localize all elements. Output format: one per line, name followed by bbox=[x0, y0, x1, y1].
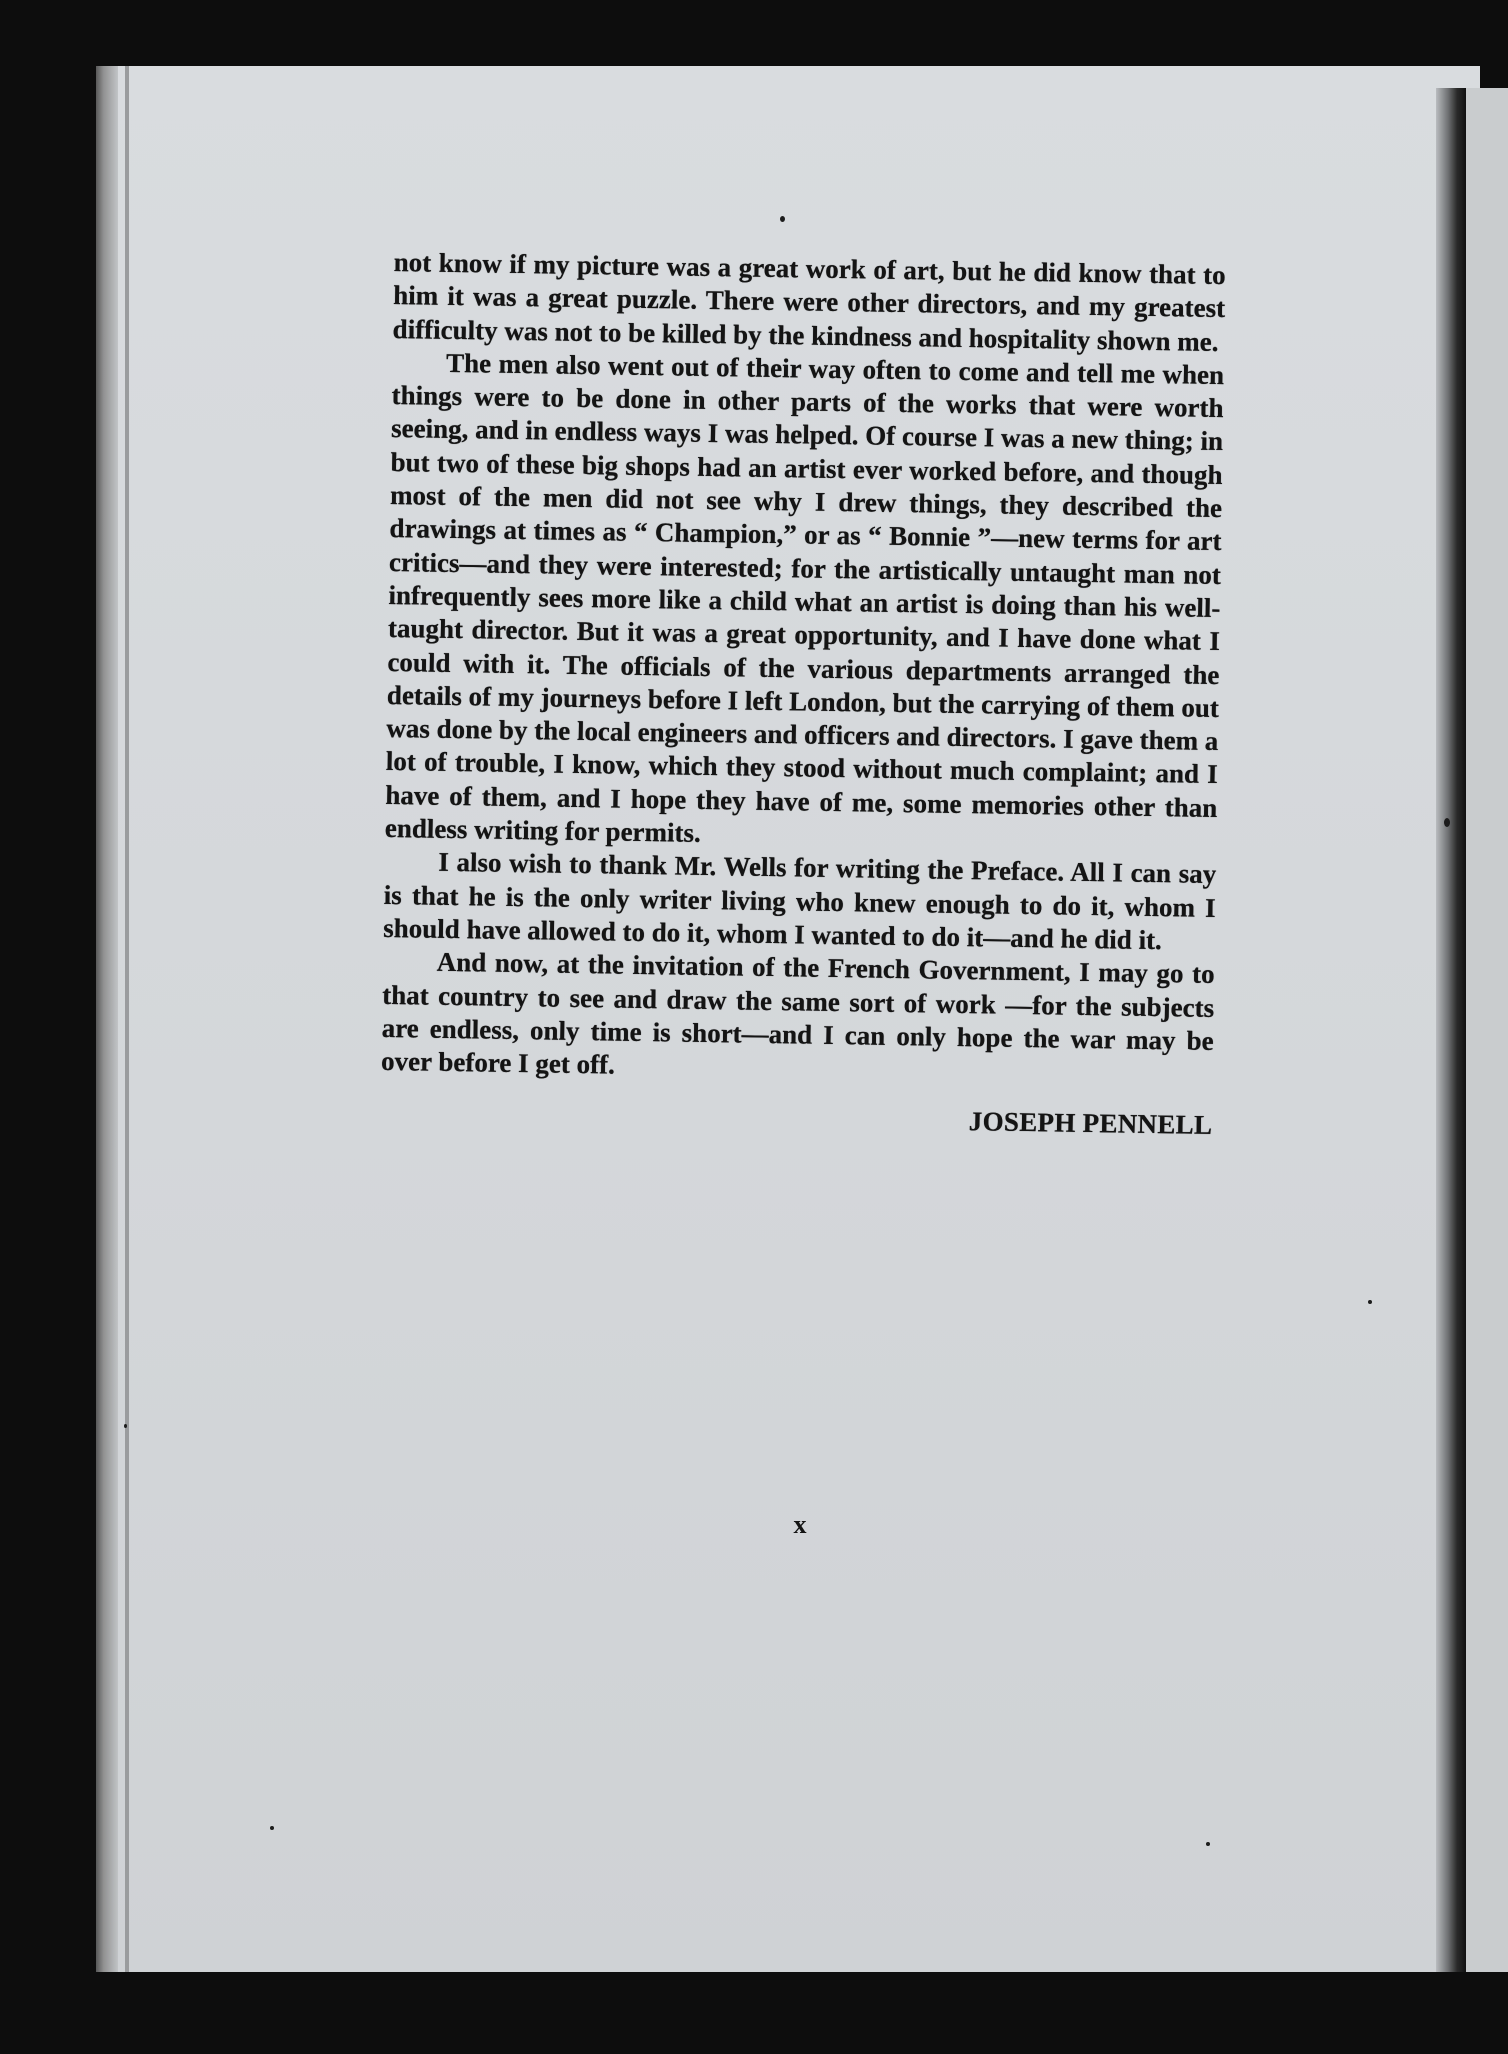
facing-page-edge bbox=[1466, 88, 1508, 1972]
scan-speck bbox=[270, 1826, 274, 1830]
page-gutter-shadow bbox=[1436, 88, 1466, 1972]
paragraph-4: And now, at the invitation of the French Government, I may go to that country to see and draw the same sort of work —for the subjects are endless, only time is short—and I can only hope the war may be over before I get off. bbox=[380, 946, 1215, 1080]
paragraph-2: The men also went out of their way often to come and tell me when things were to be done in other parts of the works that were worth seeing, and in endless ways I was helped. Of course I was a new thing; in but two of these big shops had an artist ever worked before, and though most of the men did not see why I drew things, they described the drawings at times as “ Champion,” or as “ Bonnie ”—new terms for art critics—and they were interested; for the artistically untaught man not infrequently sees more like a child what an artist is doing than his well-taught director. But it was a great opportunity, and I have done what I could with it. The officials of the various departments arranged the details of my journeys before I left London, but the carrying of them out was done by the local engineers and officers and directors. I gave them a lot of trouble, I know, which they stood without much complaint; and I have of them, and I hope they have of me, some memories other than endless writing for permits. bbox=[384, 347, 1225, 848]
body-text bbox=[380, 246, 1226, 1143]
author-signature: JOSEPH PENNELL bbox=[968, 1106, 1213, 1141]
page-number: x bbox=[793, 1510, 807, 1539]
paragraph-1: not know if my picture was a great work of art, but he did know that to him it was a great puzzle. There were other directors, and my greatest difficulty was not to be killed by the kindness and hospitality shown me. bbox=[392, 246, 1226, 357]
scan-speck bbox=[1206, 1842, 1210, 1846]
scan-speck bbox=[1444, 818, 1450, 827]
page-binding-edge bbox=[96, 66, 118, 1972]
scan-speck bbox=[124, 1424, 127, 1428]
scan-speck bbox=[780, 216, 785, 222]
paragraph-3: I also wish to thank Mr. Wells for writing the Preface. All I can say is that he is the only writer living who knew enough to do it, whom I should have allowed to do it, whom I wanted to do it—and he did it. bbox=[383, 847, 1217, 956]
scan-speck bbox=[1368, 1300, 1372, 1304]
page-binding-line bbox=[125, 66, 129, 1972]
